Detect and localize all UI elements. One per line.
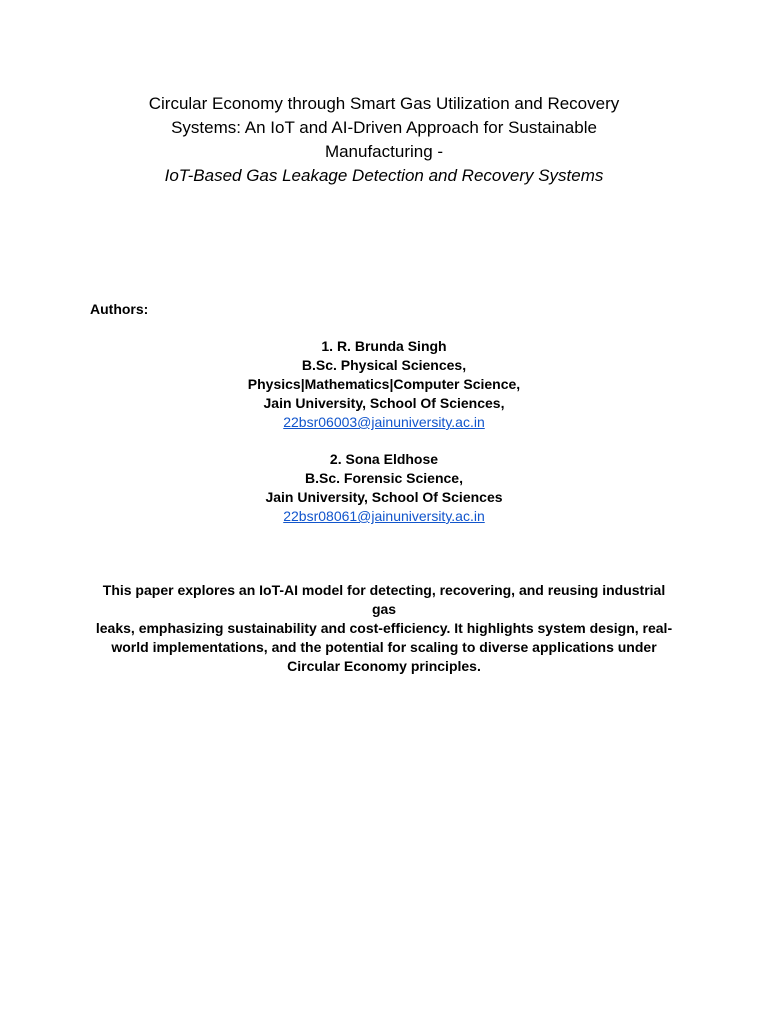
abstract-line: world implementations, and the potential for scaling to diverse applications under bbox=[111, 639, 657, 655]
paper-subtitle: IoT-Based Gas Leakage Detection and Recovery Systems bbox=[164, 166, 604, 185]
author-email-link[interactable]: 22bsr08061@jainuniversity.ac.in bbox=[283, 508, 485, 524]
author-name: 2. Sona Eldhose bbox=[329, 451, 439, 467]
author-email-link[interactable]: 22bsr06003@jainuniversity.ac.in bbox=[283, 414, 485, 430]
abstract-line: leaks, emphasizing sustainability and cost-efficiency. It highlights system design, real- bbox=[95, 620, 673, 636]
author-entry bbox=[90, 450, 678, 526]
author-entry bbox=[90, 337, 678, 432]
abstract-line: Circular Economy principles. bbox=[287, 658, 481, 674]
title-line: Manufacturing - bbox=[324, 142, 444, 161]
author-affiliation-line: B.Sc. Forensic Science, bbox=[305, 470, 463, 486]
author-affiliation-line: Jain University, School Of Sciences, bbox=[263, 395, 505, 411]
abstract bbox=[90, 581, 678, 676]
author-affiliation-line: B.Sc. Physical Sciences, bbox=[301, 357, 467, 373]
authors-heading: Authors: bbox=[90, 301, 149, 317]
title-line: Circular Economy through Smart Gas Utilization and Recovery bbox=[148, 94, 620, 113]
title-line: Systems: An IoT and AI-Driven Approach for Sustainable bbox=[171, 118, 597, 137]
abstract-line: This paper explores an IoT-AI model for detecting, recovering, and reusing industrial gas bbox=[102, 582, 666, 617]
author-name: 1. R. Brunda Singh bbox=[321, 338, 447, 354]
paper-title bbox=[90, 92, 678, 188]
author-affiliation-line: Jain University, School Of Sciences bbox=[265, 489, 503, 505]
author-affiliation-line: Physics|Mathematics|Computer Science, bbox=[247, 376, 521, 392]
